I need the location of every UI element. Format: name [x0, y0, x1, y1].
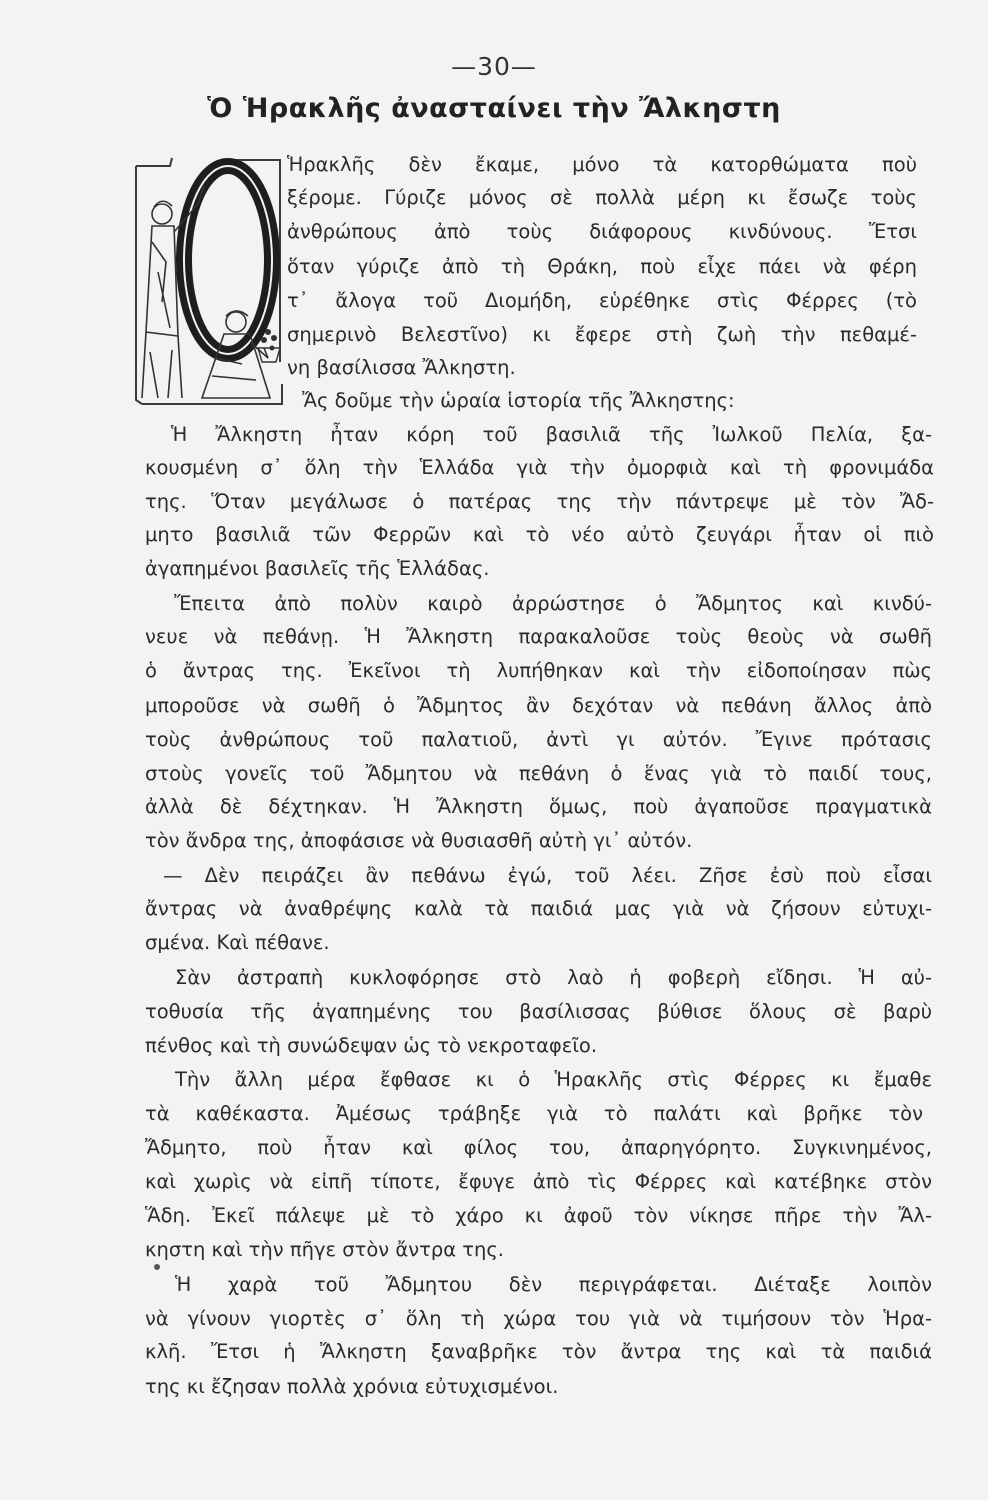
- text-line: της. Ὅταν μεγάλωσε ὁ πατέρας της τὴν πάντρεψε μὲ τὸν Ἄδ-: [145, 490, 934, 513]
- text-line: στοὺς γονεῖς τοῦ Ἄδμητου νὰ πεθάνη ὁ ἕνας γιὰ τὸ παιδί τους,: [145, 762, 932, 785]
- text-line: τ᾿ ἄλογα τοῦ Διομήδη, εὑρέθηκε στὶς Φέρρες (τὸ: [287, 289, 917, 312]
- text-line: νη βασίλισσα Ἄλκηστη.: [287, 356, 516, 379]
- ink-dot: [154, 1264, 160, 1270]
- text-line: σημερινὸ Βελεστῖνο) κι ἔφερε στὴ ζωὴ τὴν πεθαμέ-: [287, 323, 917, 346]
- text-line: τοὺς ἀνθρώπους τοῦ παλατιοῦ, ἀντὶ γι αὐτόν. Ἔγινε πρότασις: [145, 728, 932, 751]
- page-number: —30—: [451, 52, 537, 81]
- text-line: — Δὲν πειράζει ἂν πεθάνω ἐγώ, τοῦ λέει. Ζῆσε ἐσὺ ποὺ εἶσαι: [163, 864, 932, 887]
- text-line: Ἄς δοῦμε τὴν ὡραία ἱστορία τῆς Ἄλκηστης:: [302, 389, 735, 412]
- page-title: Ὁ Ἡρακλῆς ἀνασταίνει τὴν Ἄλκηστη: [207, 93, 781, 124]
- text-line: Σὰν ἀστραπὴ κυκλοφόρησε στὸ λαὸ ἡ φοβερὴ εἴδησι. Ἡ αὐ-: [175, 966, 932, 989]
- text-line: ἀνθρώπους ἀπὸ τοὺς διάφορους κινδύνους. Ἔτσι: [287, 220, 917, 243]
- text-line: καὶ χωρὶς νὰ εἰπῆ τίποτε, ἔφυγε ἀπὸ τὶς Φέρρες καὶ κατέβηκε στὸν: [145, 1170, 932, 1193]
- text-line: της κι ἔζησαν πολλὰ χρόνια εὐτυχισμένοι.: [145, 1375, 559, 1398]
- text-line: ἀλλὰ δὲ δέχτηκαν. Ἡ Ἄλκηστη ὅμως, ποὺ ἀγαποῦσε πραγματικὰ: [145, 795, 932, 818]
- text-line: τοθυσία τῆς ἀγαπημένης του βασίλισσας βύθισε ὅλους σὲ βαρὺ: [145, 1000, 932, 1023]
- text-line: μητο βασιλιᾶ τῶν Φερρῶν καὶ τὸ νέο αὐτὸ ζευγάρι ἦταν οἱ πιὸ: [145, 523, 934, 546]
- text-line: Ἡ χαρὰ τοῦ Ἄδμητου δὲν περιγράφεται. Διέταξε λοιπὸν: [175, 1273, 932, 1296]
- text-line: σμένα. Καὶ πέθανε.: [145, 931, 330, 954]
- text-line: ὁ ἄντρας της. Ἐκεῖνοι τὴ λυπήθηκαν καὶ τὴν εἰδοποίησαν πὼς: [145, 659, 932, 682]
- decorative-initial-illustration: [132, 152, 284, 410]
- text-line: Τὴν ἄλλη μέρα ἔφθασε κι ὁ Ἡρακλῆς στὶς Φέρρες κι ἔμαθε: [175, 1068, 932, 1091]
- text-line: τὸν ἄνδρα της, ἀποφάσισε νὰ θυσιασθῆ αὐτὴ γι᾿ αὐτόν.: [145, 829, 693, 852]
- initial-o-letter: [184, 166, 272, 354]
- text-line: Ἅδη. Ἐκεῖ πάλεψε μὲ τὸ χάρο κι ἀφοῦ τὸν νίκησε πῆρε τὴν Ἄλ-: [145, 1204, 932, 1227]
- text-line: Ἔπειτα ἀπὸ πολὺν καιρὸ ἀρρώστησε ὁ Ἄδμητος καὶ κινδύ-: [174, 592, 932, 615]
- text-line: Ἄδμητο, ποὺ ἦταν καὶ φίλος του, ἀπαρηγόρητο. Συγκινημένος,: [145, 1136, 932, 1159]
- text-line: κλῆ. Ἔτσι ἡ Ἄλκηστη ξαναβρῆκε τὸν ἄντρα της καὶ τὰ παιδιά: [145, 1340, 932, 1363]
- text-line: νὰ γίνουν γιορτὲς σ᾿ ὅλη τὴ χώρα του γιὰ νὰ τιμήσουν τὸν Ἡρα-: [145, 1307, 932, 1330]
- text-line: ἀγαπημένοι βασιλεῖς τῆς Ἑλλάδας.: [145, 557, 490, 580]
- text-line: τὰ καθέκαστα. Ἀμέσως τράβηξε γιὰ τὸ παλάτι καὶ βρῆκε τὸν: [145, 1102, 923, 1125]
- text-line: ἄντρας νὰ ἀναθρέψης καλὰ τὰ παιδιά μας γιὰ νὰ ζήσουν εὐτυχι-: [145, 897, 932, 920]
- text-line: μποροῦσε νὰ σωθῆ ὁ Ἄδμητος ἂν δεχόταν νὰ πεθάνη ἄλλος ἀπὸ: [145, 694, 932, 717]
- text-line: Ἡ Ἄλκηστη ἦταν κόρη τοῦ βασιλιᾶ τῆς Ἰωλκοῦ Πελία, ξα-: [171, 423, 932, 446]
- text-line: Ἡρακλῆς δὲν ἔκαμε, μόνο τὰ κατορθώματα ποὺ: [287, 153, 917, 176]
- text-line: κηστη καὶ τὴν πῆγε στὸν ἄντρα της.: [145, 1238, 504, 1261]
- text-line: ὅταν γύριζε ἀπὸ τὴ Θράκη, ποὺ εἶχε πάει νὰ φέρη: [287, 255, 917, 278]
- text-line: ξέρομε. Γύριζε μόνος σὲ πολλὰ μέρη κι ἔσωζε τοὺς: [287, 186, 917, 209]
- text-line: κουσμένη σ᾿ ὅλη τὴν Ἑλλάδα γιὰ τὴν ὀμορφιὰ καὶ τὴ φρονιμάδα: [145, 456, 934, 479]
- text-line: πένθος καὶ τὴ συνώδεψαν ὡς τὸ νεκροταφεῖο.: [145, 1034, 598, 1057]
- text-line: νευε νὰ πεθάνῃ. Ἡ Ἄλκηστη παρακαλοῦσε τοὺς θεοὺς νὰ σωθῆ: [145, 625, 932, 648]
